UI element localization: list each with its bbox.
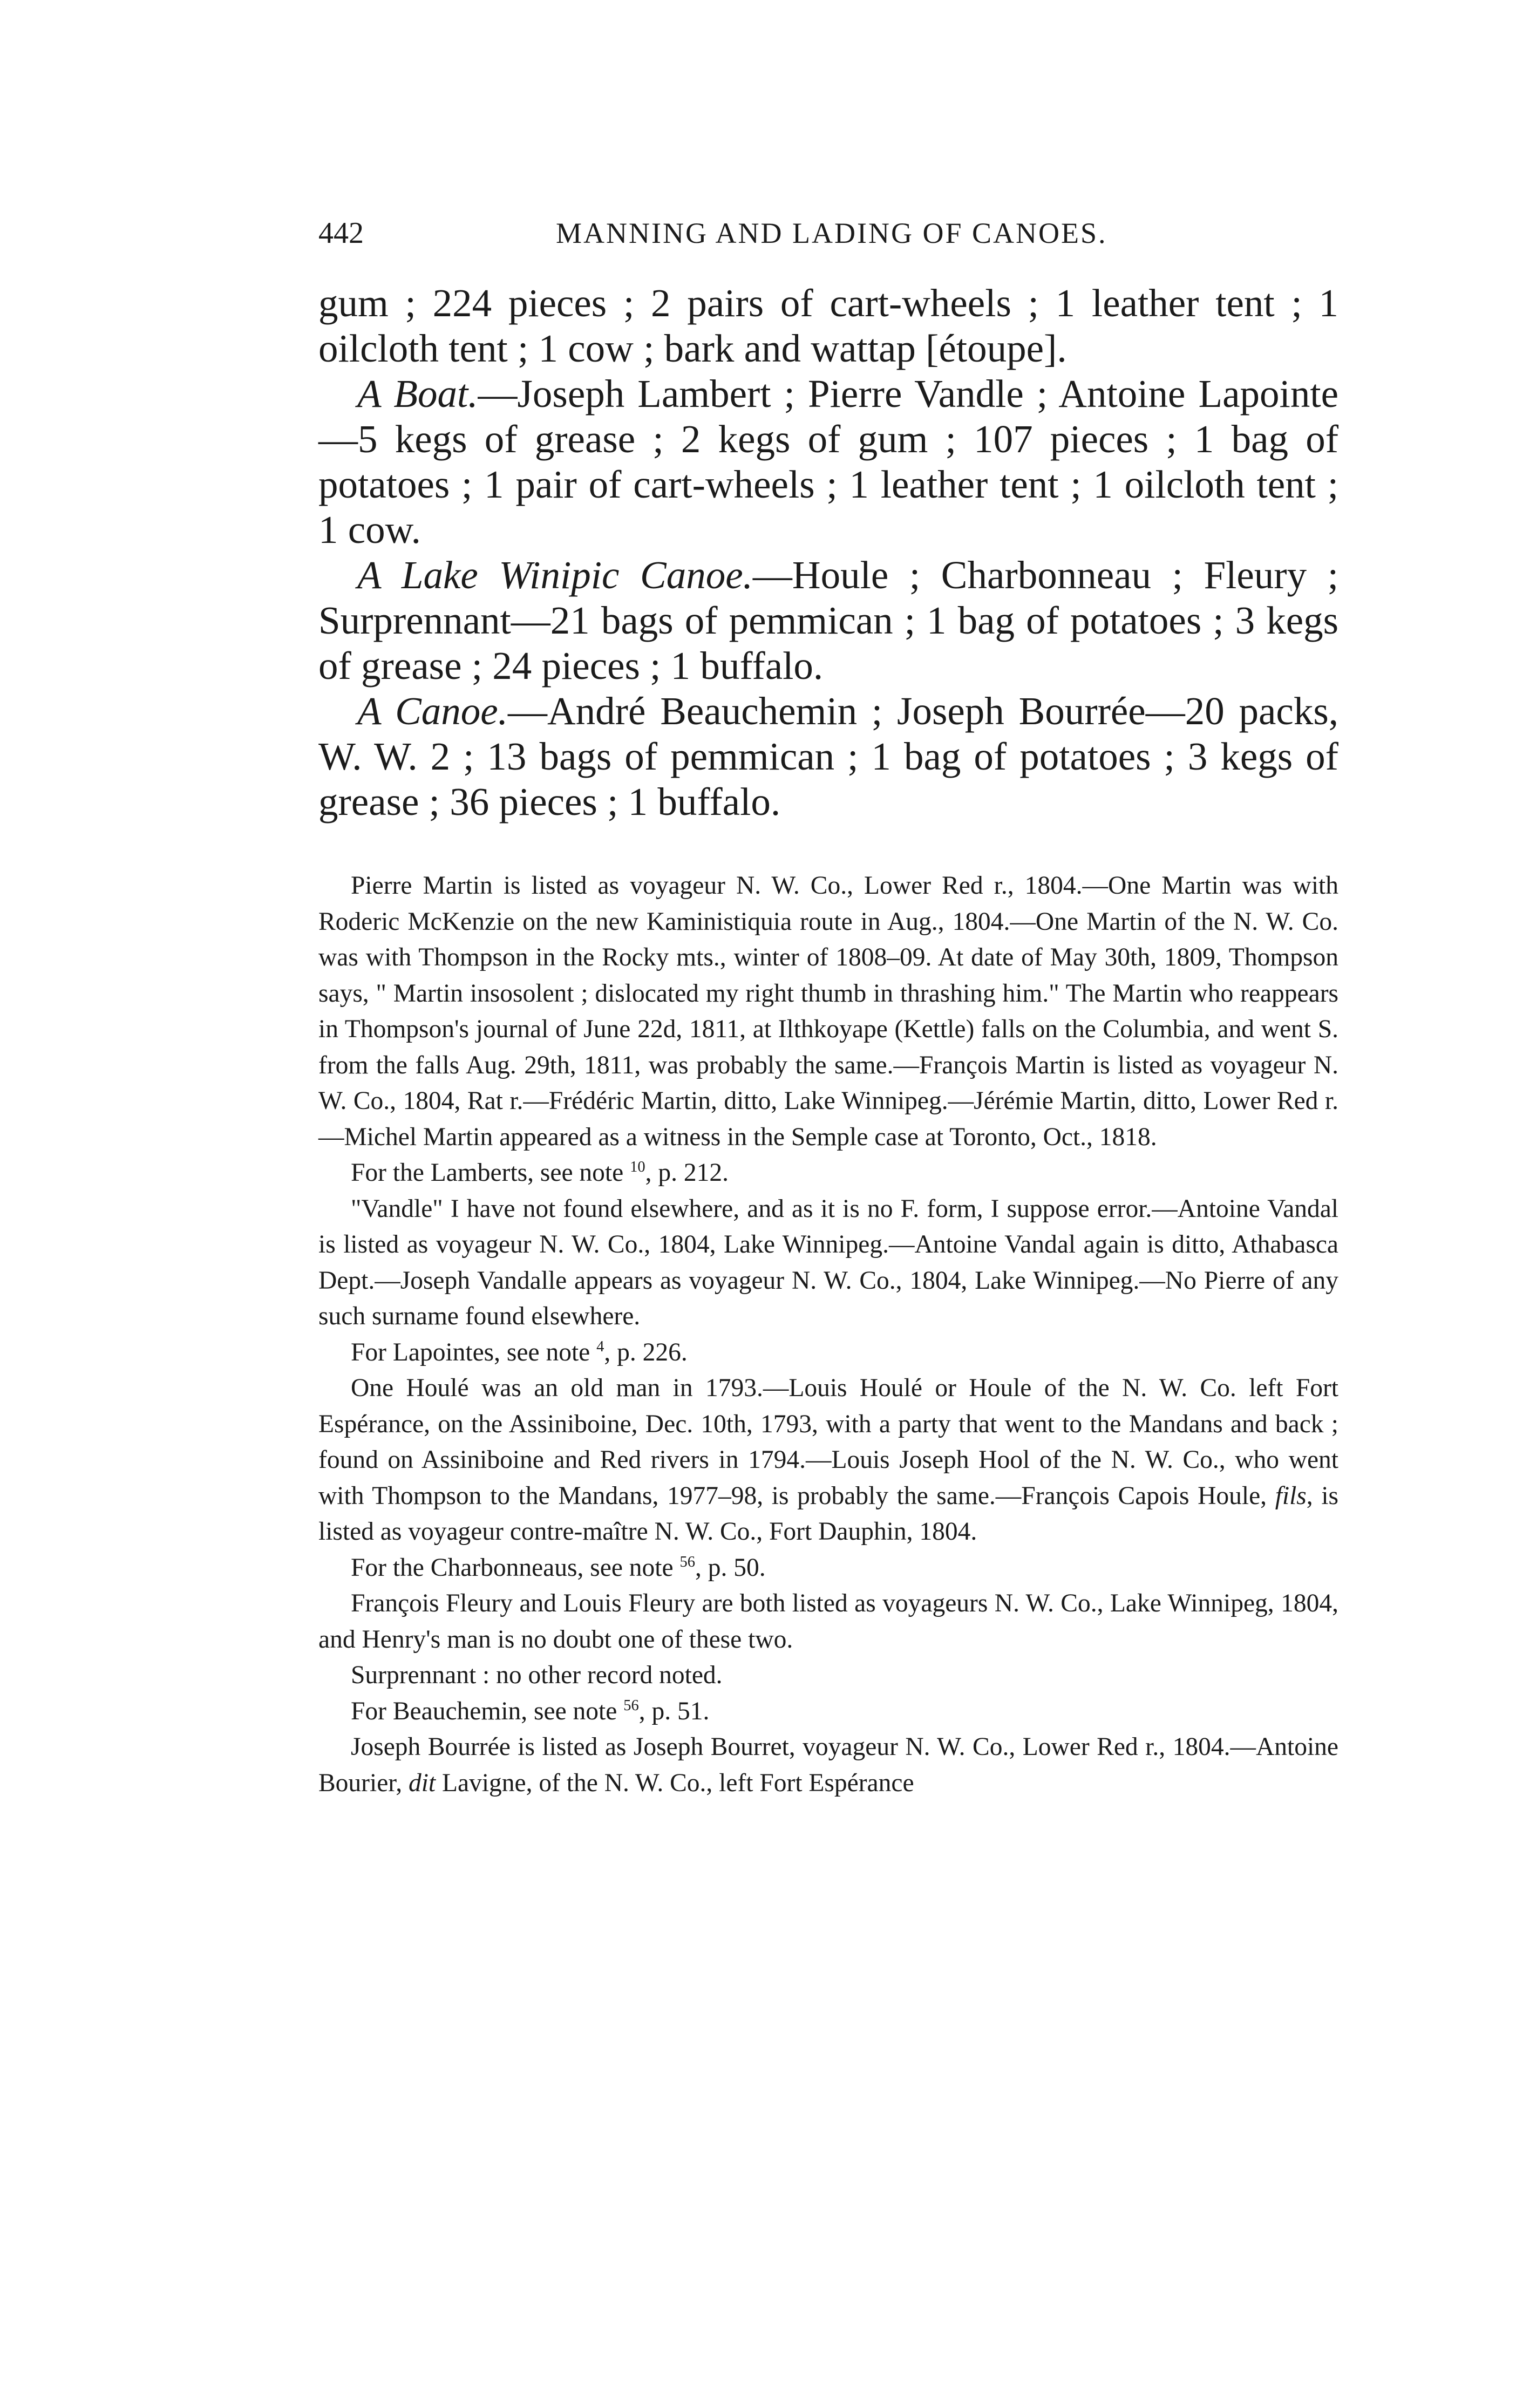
note-fleury: François Fleury and Louis Fleury are both listed as voyageurs N. W. Co., Lake Winnipeg, 1804, and Henry's man is no doubt one of these two. [318,1589,1338,1654]
book-page [318,216,1338,1801]
note-charbonneaus-page: , p. 50. [695,1553,766,1582]
body-paragraph-4 [318,689,1338,825]
note-houle-rest: , is listed as voyageur contre-maître N. W. Co., Fort Dauphin, 1804. [318,1481,1339,1546]
note-bourree-dit: dit [408,1768,436,1797]
note-charbonneaus-text: For the Charbonneaus, see note [351,1553,680,1582]
main-text [318,281,1338,825]
body-paragraph-3 [318,553,1338,689]
note-lamberts-ref: 10 [630,1159,645,1176]
note-bourree-text: Joseph Bourrée is listed as Joseph Bourret, voyageur N. W. Co., Lower Red r., 1804.—Antoine Bourier, [318,1733,1338,1797]
body-paragraph-2-title: A Boat. [357,372,478,416]
running-head: MANNING AND LADING OF CANOES. [556,217,1107,249]
body-paragraph-4-title: A Canoe. [357,689,508,733]
note-lapointes-ref: 4 [596,1338,604,1355]
note-beauchemin-ref: 56 [623,1697,639,1714]
note-charbonneaus [318,1550,1338,1586]
note-beauchemin [318,1693,1338,1730]
note-beauchemin-text: For Beauchemin, see note [351,1697,624,1725]
note-lamberts-text: For the Lamberts, see note [351,1159,630,1187]
body-paragraph-3-title: A Lake Winipic Canoe. [357,553,753,597]
note-houle [318,1370,1338,1550]
note-bourree [318,1729,1338,1801]
note-lamberts-page: , p. 212. [645,1159,729,1187]
note-charbonneaus-ref: 56 [679,1553,695,1570]
note-lapointes-page: , p. 226. [604,1338,688,1366]
body-paragraph-4-text: —André Beauchemin ; Joseph Bourrée—20 packs, W. W. 2 ; 13 bags of pemmican ; 1 bag of potatoes ; 3 kegs of grease ; 36 pieces ; 1 buffalo. [318,689,1338,824]
body-paragraph-2-text: —Joseph Lambert ; Pierre Vandle ; Antoine Lapointe—5 kegs of grease ; 2 kegs of gum ; 107 pieces ; 1 bag of potatoes ; 1 pair of cart-wheels ; 1 leather tent ; 1 oilcloth tent ; 1 cow. [318,372,1338,552]
note-vandle: "Vandle" I have not found elsewhere, and as it is no F. form, I suppose error.—Antoine Vandal is listed as voyageur N. W. Co., 1804, Lake Winnipeg.—Antoine Vandal again is ditto, Athabasca Dept.—Joseph Vandalle appears as voyageur N. W. Co., 1804, Lake Winnipeg.—No Pierre of any such surname found elsewhere. [318,1194,1338,1330]
note-surprennant: Surprennant : no other record noted. [351,1661,723,1689]
body-paragraph-2 [318,371,1338,553]
note-beauchemin-page: , p. 51. [638,1697,710,1725]
note-bourree-rest: Lavigne, of the N. W. Co., left Fort Espérance [436,1768,914,1797]
note-houle-text: One Houlé was an old man in 1793.—Louis Houlé or Houle of the N. W. Co. left Fort Espérance, on the Assiniboine, Dec. 10th, 1793, with a party that went to the Mandans and back ; found on Assiniboine and Red rivers in 1794.—Louis Joseph Hool of the N. W. Co., who went with Thompson to the Mandans, 1977–98, is probably the same.—François Capois Houle, [318,1374,1338,1510]
footnotes [318,868,1338,1801]
note-martin: Pierre Martin is listed as voyageur N. W. Co., Lower Red r., 1804.—One Martin was with Roderic McKenzie on the new Kaministiquia route in Aug., 1804.—One Martin of the N. W. Co. was with Thompson in the Rocky mts., winter of 1808–09. At date of May 30th, 1809, Thompson says, " Martin insosolent ; dislocated my right thumb in thrashing him." The Martin who reappears in Thompson's journal of June 22d, 1811, at Ilthkoyape (Kettle) falls on the Columbia, and went S. from the falls Aug. 29th, 1811, was probably the same.—François Martin is listed as voyageur N. W. Co., 1804, Rat r.—Frédéric Martin, ditto, Lake Winnipeg.—Jérémie Martin, ditto, Lower Red r.—Michel Martin appeared as a witness in the Semple case at Toronto, Oct., 1818. [318,872,1338,1151]
note-lamberts [318,1155,1338,1191]
body-paragraph-1: gum ; 224 pieces ; 2 pairs of cart-wheels ; 1 leather tent ; 1 oilcloth tent ; 1 cow ; bark and wattap [étoupe]. [318,281,1338,370]
note-lapointes [318,1335,1338,1371]
note-lapointes-text: For Lapointes, see note [351,1338,597,1366]
body-paragraph-3-text: —Houle ; Charbonneau ; Fleury ; Surprennant—21 bags of pemmican ; 1 bag of potatoes ; 3 kegs of grease ; 24 pieces ; 1 buffalo. [318,553,1338,688]
note-houle-fils: fils [1275,1481,1307,1510]
page-header [318,216,1338,281]
page-number: 442 [318,216,364,250]
